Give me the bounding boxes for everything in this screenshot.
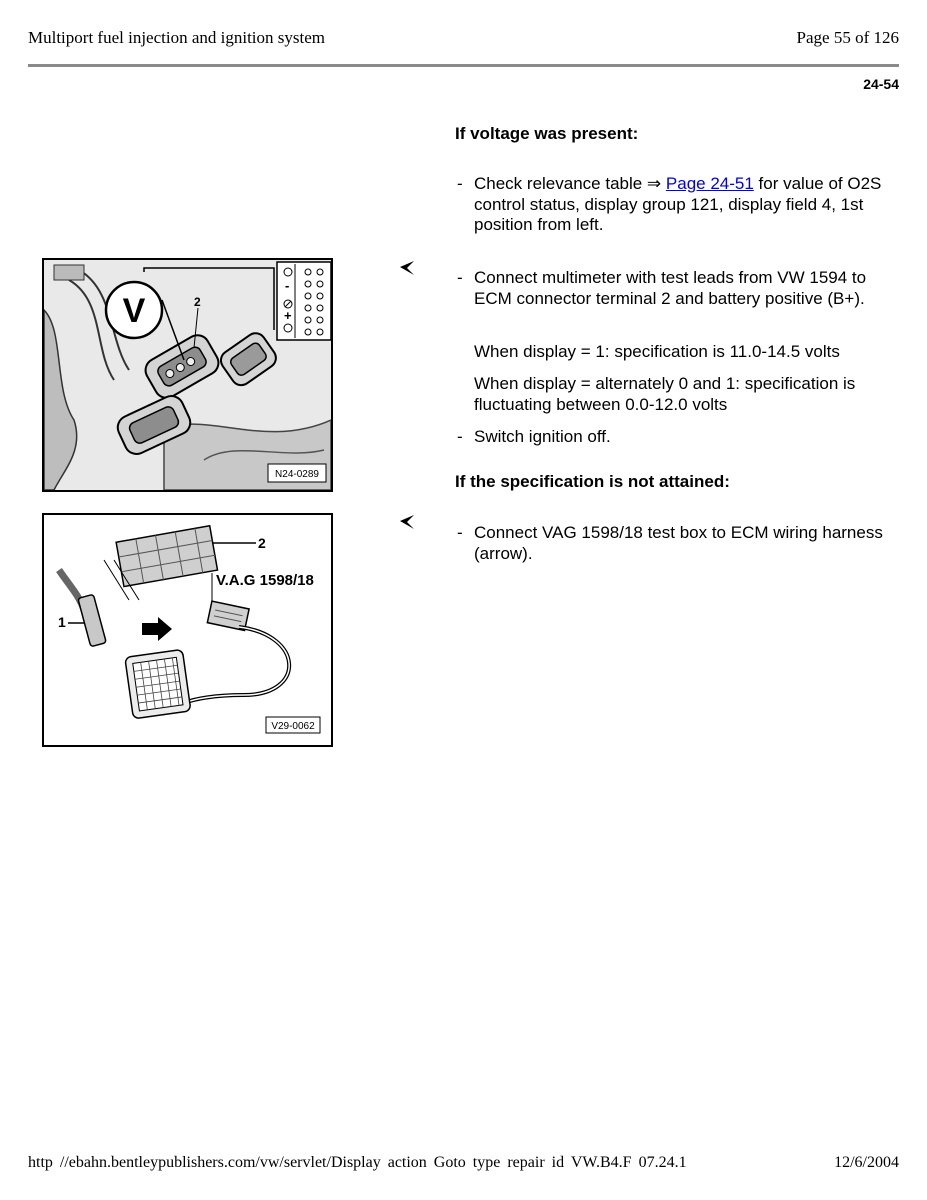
step-text: Connect VAG 1598/18 test box to ECM wiring harness (arrow).	[474, 523, 883, 563]
step-text: Switch ignition off.	[474, 427, 611, 446]
figure-code: V29-0062	[271, 721, 315, 732]
step-text: Connect multimeter with test leads from VW 1594 to ECM connector terminal 2 and battery positive (B+).	[474, 268, 867, 308]
test-box-connection-figure	[42, 513, 333, 747]
note-display-1: When display = 1: specification is 11.0-14.5 volts	[474, 342, 840, 361]
section-page-code: 24-54	[863, 76, 899, 92]
heading-voltage-present: If voltage was present:	[455, 124, 639, 143]
callout-terminal-2: 2	[194, 295, 201, 309]
list-dash: -	[457, 523, 463, 542]
battery-negative-symbol: -	[285, 278, 290, 293]
document-title: Multiport fuel injection and ignition system	[28, 28, 325, 47]
footer-url: http //ebahn.bentleypublishers.com/vw/servlet/Display action Goto type repair id VW.B4.F 07.24.1	[28, 1154, 687, 1171]
figure-code: N24-0289	[275, 469, 319, 480]
ecm-connector-multimeter-figure	[42, 258, 333, 492]
step-text-end: for value of O2S control status, display group 121, display field 4, 1st position from left.	[474, 174, 882, 234]
step-text	[474, 174, 897, 236]
step-switch-ignition-off	[457, 427, 897, 448]
page-number: Page 55 of 126	[796, 28, 899, 47]
figure-pointer-icon	[398, 514, 416, 530]
callout-harness: 1	[58, 614, 66, 630]
callout-ecm: 2	[258, 535, 266, 551]
list-dash: -	[457, 427, 463, 446]
header-divider	[28, 64, 899, 67]
list-dash: -	[457, 268, 463, 287]
page-link[interactable]: Page 24-51	[665, 174, 754, 193]
step-connect-test-box	[457, 523, 897, 564]
battery-positive-symbol: +	[284, 308, 292, 323]
list-dash: -	[457, 174, 463, 193]
step-text-start: Check relevance table ⇒	[474, 174, 666, 193]
note-display-alternating: When display = alternately 0 and 1: specification is fluctuating between 0.0-12.0 volts	[474, 374, 856, 414]
step-connect-multimeter	[457, 268, 897, 309]
footer-date: 12/6/2004	[834, 1154, 899, 1171]
figure-pointer-icon	[398, 260, 416, 276]
heading-spec-not-attained: If the specification is not attained:	[455, 472, 730, 491]
voltmeter-symbol: V	[122, 292, 146, 330]
step-check-relevance	[457, 174, 897, 236]
tool-label: V.A.G 1598/18	[216, 572, 314, 589]
